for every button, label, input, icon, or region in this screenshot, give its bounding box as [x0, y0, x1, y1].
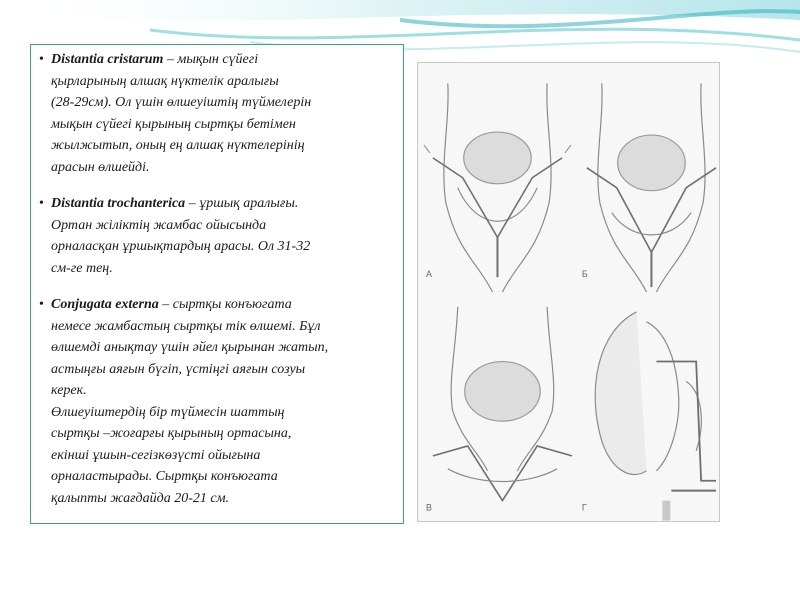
bullet-icon: • — [39, 52, 44, 67]
term-label: Distantia cristarum — [51, 52, 164, 67]
panel-b-drawing — [587, 83, 716, 292]
text-line: орналасқан ұршықтардың арасы. Ол 31-32 — [51, 239, 311, 254]
text-line: астыңғы аяғын бүгіп, үстіңгі аяғын созуы — [51, 361, 306, 377]
text-line: керек. — [51, 383, 87, 398]
text-line: – мықын сүйегі — [163, 52, 259, 67]
text-line: өлшемді анықтау үшін әйел қырынан жатып, — [51, 340, 329, 355]
text-panel — [30, 44, 404, 524]
pelvimetry-drawing — [418, 63, 719, 521]
pelvimetry-illustration — [417, 62, 720, 522]
panel-letter-c: В — [425, 502, 432, 513]
text-line: – ұршық аралығы. — [185, 196, 299, 211]
panel-a-drawing — [424, 83, 571, 292]
panel-c-drawing — [433, 307, 572, 501]
text-line: немесе жамбастың сыртқы тік өлшемі. Бұл — [51, 318, 321, 334]
paragraph-conjugata-externa — [37, 294, 397, 509]
text-line: жылжытып, оның ең алшақ нүктелерінің — [51, 138, 305, 153]
text-line: қырларының алшақ нүктелік аралығы — [51, 73, 279, 89]
text-line: Ортан жіліктің жамбас ойысында — [51, 217, 267, 233]
paragraph-distantia-trochanterica — [37, 193, 397, 279]
bullet-icon: • — [39, 196, 44, 211]
text-line: Өлшеуіштердің бір түймесін шаттың — [51, 404, 285, 420]
term-label: Conjugata externa — [51, 297, 159, 312]
text-line: мықын сүйегі қырының сыртқы бетімен — [51, 116, 296, 132]
bullet-icon: • — [39, 297, 44, 312]
text-line: екінші ұшын-сегізкөзүсті ойығына — [51, 447, 261, 463]
term-label: Distantia trochanterica — [51, 196, 186, 211]
panel-d-drawing — [595, 312, 716, 521]
text-line: см-ге тең. — [51, 260, 113, 276]
text-line: орналастырады. Сыртқы конъюгата — [51, 469, 278, 484]
text-line: – сыртқы конъюгата — [158, 297, 292, 312]
panel-letter-d: Г — [581, 502, 587, 513]
text-line: (28-29см). Ол үшін өлшеуіштің түймелерін — [51, 95, 312, 110]
paragraph-distantia-cristarum — [37, 49, 397, 178]
text-line: арасын өлшейді. — [51, 159, 150, 175]
text-line: сыртқы –жоғарғы қырының ортасына, — [51, 426, 292, 441]
panel-letter-b: Б — [581, 269, 588, 280]
text-line: қалыпты жағдайда 20-21 см. — [51, 490, 230, 506]
panel-letter-a: А — [425, 269, 432, 280]
